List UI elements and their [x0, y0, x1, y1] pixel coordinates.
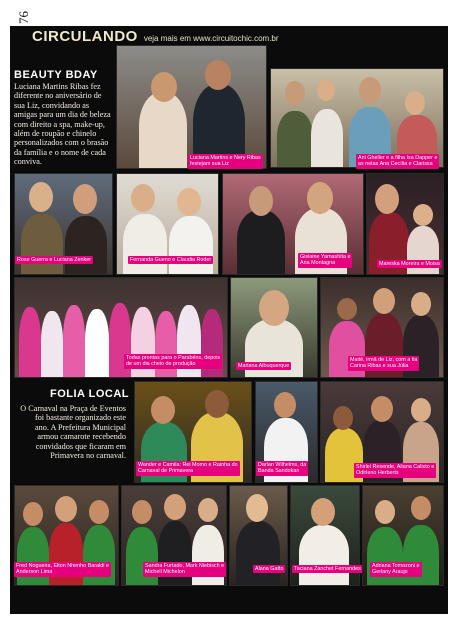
caption: Mareska Moreira e Moisa: [379, 261, 440, 267]
caption: Sandra Furtado, Mark Niebisch e Micheli Michelon: [145, 563, 225, 576]
caption: Wander e Camila: Rei Momo e Rainha do Carnaval de Primavera: [138, 462, 238, 475]
caption: Ani Gheller e a filha Isa Dapper e as netas Ana Cecília e Clarissa: [358, 155, 438, 168]
caption: Luciana Martins e Nery Ribas festejam sua Liz: [190, 155, 261, 168]
beauty-heading: BEAUTY BDAY: [14, 69, 98, 81]
caption: Darlan Wilhelms, da Banda Sandokan: [258, 462, 307, 475]
page-number: 76: [16, 11, 31, 24]
caption: Fernanda Gueno e Claudia Roder: [130, 257, 212, 263]
beauty-text: Luciana Martins Ribas fez diferente no aniversário de sua Liz, convidando as amigas para um dia de beleza com direito a spa, make-up, além de roupão e chinelo personalizados com o brasão da família e o nome de cada conviva.: [14, 82, 111, 167]
photo-ani-gheller: [270, 68, 444, 168]
caption: Rose Guerra e Luciana Zenker: [17, 257, 92, 263]
photo-luciana-nery: [116, 45, 267, 169]
page-header: [32, 28, 279, 45]
caption: Adriana Tomazoni e Gerlany Araujo: [372, 563, 420, 576]
caption: Alana Gatto: [255, 566, 284, 572]
caption: Mariana Albuquerque: [238, 363, 290, 369]
caption: Maitê, irmã de Liz, com a tia Carina Ribas e sua Júlia: [350, 357, 418, 370]
caption: Taciana Zanchet Fernandes: [294, 566, 361, 572]
website-link[interactable]: veja mais em www.circuitochic.com.br: [143, 34, 279, 43]
section-title: CIRCULANDO: [32, 28, 138, 45]
folia-heading: FOLIA LOCAL: [50, 388, 130, 400]
caption: Todas prontas para o Parabéns, depois de um dia cheio de produção: [126, 355, 221, 368]
caption: Gislaine Yamashita e Ana Montagna: [300, 254, 351, 267]
folia-text: O Carnaval na Praça de Eventos foi bastante organizado este ano. A Prefeitura Municipal armou camarote recebendo convidados que ficaram em Primavera no carnaval.: [20, 404, 126, 461]
caption: Fred Nogueira, Elton Nhenho Baraldi e Anderson Lima: [16, 563, 109, 576]
caption: Shirlei Resende, Aliana Calixto e Odirleno Herberts: [356, 464, 435, 477]
